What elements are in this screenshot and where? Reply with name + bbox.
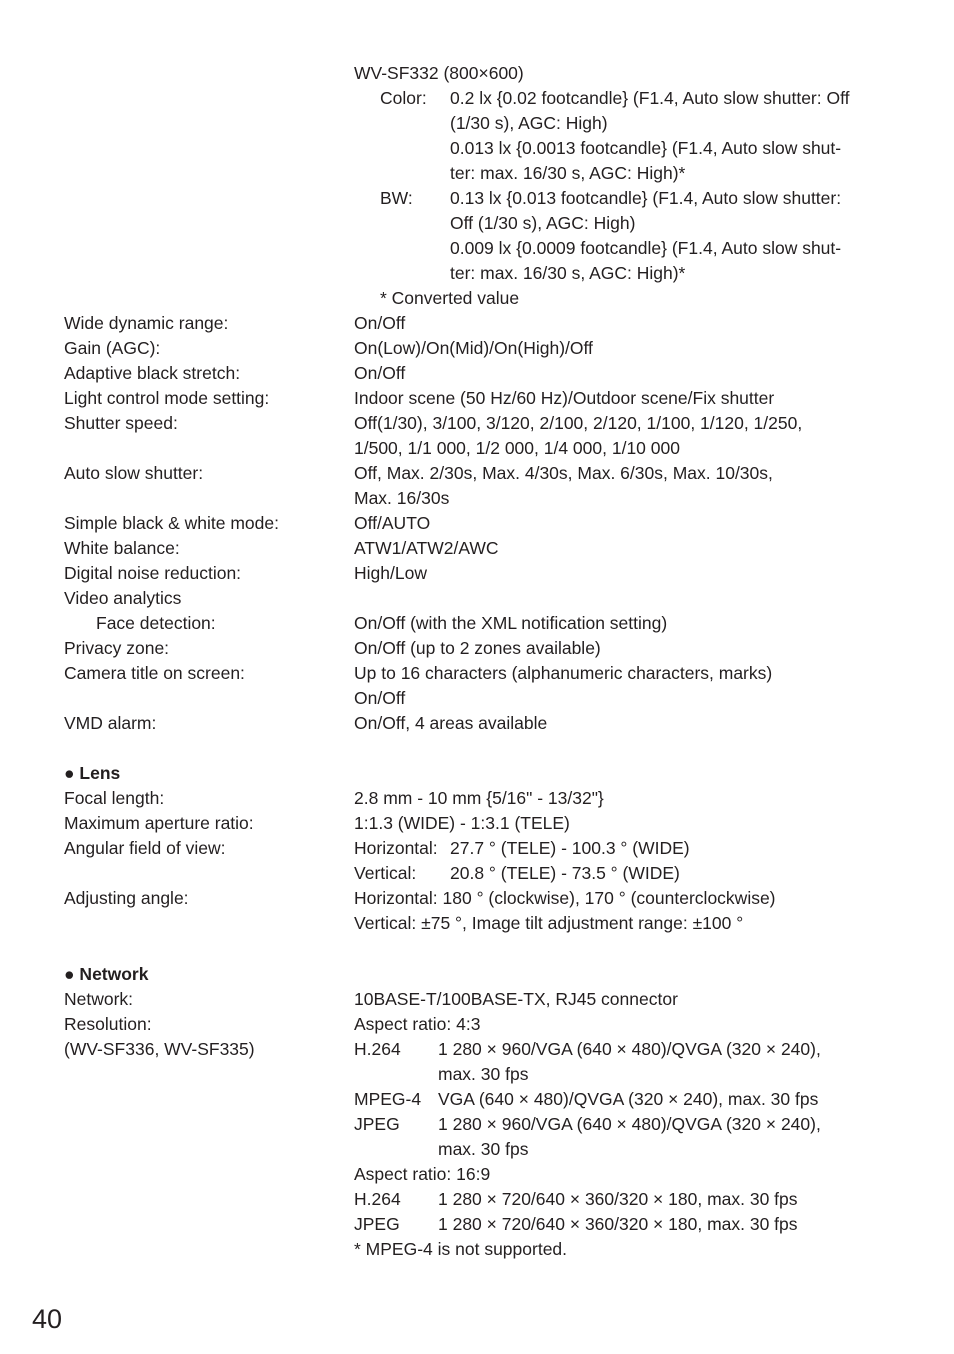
resolution-models: (WV-SF336, WV-SF335) bbox=[64, 1039, 255, 1059]
face-detection-label: Face detection: bbox=[96, 613, 216, 633]
light-control-value: Indoor scene (50 Hz/60 Hz)/Outdoor scene/Fix shutter bbox=[354, 388, 775, 408]
aperture-value: 1:1.3 (WIDE) - 1:3.1 (TELE) bbox=[354, 813, 570, 833]
light-control-label: Light control mode setting: bbox=[64, 388, 270, 408]
shutter-line-1: Off(1/30), 3/100, 3/120, 2/100, 2/120, 1/100, 1/120, 1/250, bbox=[354, 413, 803, 433]
shutter-label: Shutter speed: bbox=[64, 413, 178, 433]
privacy-zone-label: Privacy zone: bbox=[64, 638, 170, 658]
bw-line-4: ter: max. 16/30 s, AGC: High)* bbox=[450, 263, 686, 283]
color-label: Color: bbox=[380, 88, 427, 108]
adjusting-angle-line-1: Horizontal: 180 ° (clockwise), 170 ° (counterclockwise) bbox=[354, 888, 776, 908]
color-line-4: ter: max. 16/30 s, AGC: High)* bbox=[450, 163, 686, 183]
resolution-label: Resolution: bbox=[64, 1014, 152, 1034]
aperture-label: Maximum aperture ratio: bbox=[64, 813, 254, 833]
aspect-16-9: Aspect ratio: 16:9 bbox=[354, 1164, 491, 1184]
fov-label: Angular field of view: bbox=[64, 838, 226, 858]
mpeg4-label: MPEG-4 bbox=[354, 1089, 422, 1109]
bw-label: BW: bbox=[380, 188, 413, 208]
jpeg-line-1: 1 280 × 960/VGA (640 × 480)/QVGA (320 × 240), bbox=[438, 1114, 821, 1134]
slow-shutter-label: Auto slow shutter: bbox=[64, 463, 204, 483]
jpeg-label: JPEG bbox=[354, 1114, 400, 1134]
fov-horizontal-value: 27.7 ° (TELE) - 100.3 ° (WIDE) bbox=[450, 838, 690, 858]
fov-horizontal-label: Horizontal: bbox=[354, 838, 438, 858]
fov-vertical-label: Vertical: bbox=[354, 863, 417, 883]
sensitivity-model: WV-SF332 (800×600) bbox=[354, 63, 524, 83]
network-heading: ● Network bbox=[64, 964, 149, 984]
jpeg-wide-label: JPEG bbox=[354, 1214, 400, 1234]
privacy-zone-value: On/Off (up to 2 zones available) bbox=[354, 638, 601, 658]
shutter-line-2: 1/500, 1/1 000, 1/2 000, 1/4 000, 1/10 000 bbox=[354, 438, 680, 458]
bw-line-3: 0.009 lx {0.0009 footcandle} (F1.4, Auto slow shut- bbox=[450, 238, 842, 258]
fov-vertical-value: 20.8 ° (TELE) - 73.5 ° (WIDE) bbox=[450, 863, 680, 883]
vmd-alarm-label: VMD alarm: bbox=[64, 713, 157, 733]
white-balance-label: White balance: bbox=[64, 538, 180, 558]
color-line-3: 0.013 lx {0.0013 footcandle} (F1.4, Auto slow shut- bbox=[450, 138, 842, 158]
converted-note: * Converted value bbox=[380, 288, 520, 308]
color-line-1: 0.2 lx {0.02 footcandle} (F1.4, Auto slow shutter: Off bbox=[450, 88, 850, 108]
h264-label: H.264 bbox=[354, 1039, 401, 1059]
jpeg-line-2: max. 30 fps bbox=[438, 1139, 529, 1159]
vmd-alarm-value: On/Off, 4 areas available bbox=[354, 713, 548, 733]
color-line-2: (1/30 s), AGC: High) bbox=[450, 113, 608, 133]
page-number: 40 bbox=[32, 1304, 63, 1334]
gain-value: On(Low)/On(Mid)/On(High)/Off bbox=[354, 338, 593, 358]
network-label: Network: bbox=[64, 989, 134, 1009]
h264-wide-value: 1 280 × 720/640 × 360/320 × 180, max. 30 fps bbox=[438, 1189, 798, 1209]
aspect-4-3: Aspect ratio: 4:3 bbox=[354, 1014, 481, 1034]
slow-shutter-line-1: Off, Max. 2/30s, Max. 4/30s, Max. 6/30s, Max. 10/30s, bbox=[354, 463, 773, 483]
wdr-label: Wide dynamic range: bbox=[64, 313, 229, 333]
camera-title-label: Camera title on screen: bbox=[64, 663, 245, 683]
video-analytics-label: Video analytics bbox=[64, 588, 182, 608]
lens-heading: ● Lens bbox=[64, 763, 121, 783]
bw-line-2: Off (1/30 s), AGC: High) bbox=[450, 213, 636, 233]
dnr-label: Digital noise reduction: bbox=[64, 563, 242, 583]
h264-wide-label: H.264 bbox=[354, 1189, 401, 1209]
h264-line-1: 1 280 × 960/VGA (640 × 480)/QVGA (320 × 240), bbox=[438, 1039, 821, 1059]
jpeg-wide-value: 1 280 × 720/640 × 360/320 × 180, max. 30 fps bbox=[438, 1214, 798, 1234]
focal-length-value: 2.8 mm - 10 mm {5/16" - 13/32"} bbox=[354, 788, 604, 808]
mpeg4-value: VGA (640 × 480)/QVGA (320 × 240), max. 30 fps bbox=[438, 1089, 819, 1109]
bw-mode-label: Simple black & white mode: bbox=[64, 513, 279, 533]
dnr-value: High/Low bbox=[354, 563, 427, 583]
camera-title-line-1: Up to 16 characters (alphanumeric characters, marks) bbox=[354, 663, 773, 683]
h264-line-2: max. 30 fps bbox=[438, 1064, 529, 1084]
bw-line-1: 0.13 lx {0.013 footcandle} (F1.4, Auto slow shutter: bbox=[450, 188, 842, 208]
adjusting-angle-label: Adjusting angle: bbox=[64, 888, 189, 908]
slow-shutter-line-2: Max. 16/30s bbox=[354, 488, 450, 508]
gain-label: Gain (AGC): bbox=[64, 338, 161, 358]
bw-mode-value: Off/AUTO bbox=[354, 513, 431, 533]
face-detection-value: On/Off (with the XML notification setting) bbox=[354, 613, 668, 633]
network-value: 10BASE-T/100BASE-TX, RJ45 connector bbox=[354, 989, 678, 1009]
wdr-value: On/Off bbox=[354, 313, 406, 333]
abs-value: On/Off bbox=[354, 363, 406, 383]
focal-length-label: Focal length: bbox=[64, 788, 165, 808]
mpeg4-note: * MPEG-4 is not supported. bbox=[354, 1239, 568, 1259]
camera-title-line-2: On/Off bbox=[354, 688, 406, 708]
white-balance-value: ATW1/ATW2/AWC bbox=[354, 538, 499, 558]
abs-label: Adaptive black stretch: bbox=[64, 363, 241, 383]
adjusting-angle-line-2: Vertical: ±75 °, Image tilt adjustment range: ±100 ° bbox=[354, 913, 744, 933]
